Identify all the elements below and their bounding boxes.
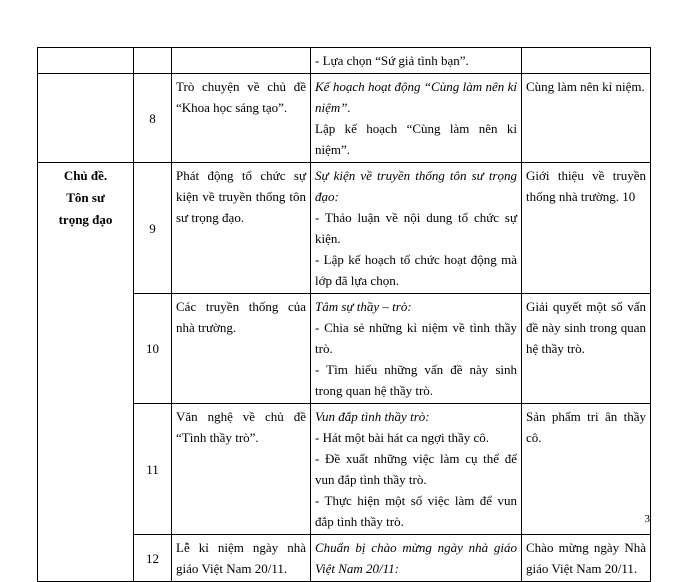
expected-result: Chào mừng ngày Nhà giáo Việt Nam 20/11. [522, 535, 651, 582]
week-number: 11 [134, 404, 172, 535]
activity-content [311, 404, 522, 535]
topic-cell [38, 163, 134, 582]
activity-content [311, 74, 522, 163]
week-number [134, 48, 172, 74]
expected-result: Giới thiệu về truyền thống nhà trường. 10 [522, 163, 651, 294]
page-number: 3 [644, 513, 650, 525]
content-line: - Tìm hiểu những vấn đề này sinh trong quan hệ thầy trò. [315, 362, 517, 398]
activity-name: Phát động tổ chức sự kiện về truyền thống tôn sư trọng đạo. [172, 163, 311, 294]
content-line: - Hát một bài hát ca ngợi thầy cô. [315, 430, 490, 445]
week-number: 10 [134, 294, 172, 404]
activity-name [172, 48, 311, 74]
week-number: 8 [134, 74, 172, 163]
activity-content [311, 535, 522, 582]
table-row [38, 74, 651, 163]
topic-title-line: Chủ đề. [63, 168, 108, 183]
content-heading: Sự kiện về truyền thống tôn sư trọng đạo: [315, 168, 517, 204]
content-line: - Thực hiện một số việc làm để vun đắp tình thầy trò. [315, 493, 517, 529]
content-line: - Chia sẻ những kỉ niệm về tình thầy trò. [315, 320, 517, 356]
week-number: 12 [134, 535, 172, 582]
topic-title-line: Tôn sư [66, 190, 105, 205]
topic-cell-empty [38, 48, 134, 74]
content-line: - Thảo luận về nội dung tổ chức sự kiện. [315, 210, 517, 246]
content-heading: Kế hoạch hoạt động “Cùng làm nên kỉ niệm”. [315, 79, 517, 115]
activity-name: Văn nghệ về chủ đề “Tình thầy trò”. [172, 404, 311, 535]
activity-content [311, 48, 522, 74]
content-line: - Lựa chọn “Sứ giả tình bạn”. [315, 53, 469, 68]
activity-name: Trò chuyện về chủ đề “Khoa học sáng tạo”. [172, 74, 311, 163]
topic-title-line: trọng đạo [58, 212, 113, 227]
content-line: Lập kế hoạch “Cùng làm nên kỉ niệm”. [315, 121, 517, 157]
activity-plan-table [37, 47, 651, 582]
expected-result: Giải quyết một số vấn đề này sinh trong quan hệ thầy trò. [522, 294, 651, 404]
content-heading: Chuẩn bị chào mừng ngày nhà giáo Việt Nam 20/11: [315, 540, 517, 576]
expected-result [522, 48, 651, 74]
topic-cell-empty [38, 74, 134, 163]
week-number: 9 [134, 163, 172, 294]
content-heading: Tâm sự thầy – trò: [315, 299, 412, 314]
content-line: - Đề xuất những việc làm cụ thể để vun đắp tình thầy trò. [315, 451, 517, 487]
table-row [38, 48, 651, 74]
activity-name: Các truyền thống của nhà trường. [172, 294, 311, 404]
activity-content [311, 163, 522, 294]
table-row [38, 163, 651, 294]
activity-content [311, 294, 522, 404]
content-line: - Lập kế hoạch tổ chức hoạt động mà lớp đã lựa chọn. [315, 252, 517, 288]
content-heading: Vun đắp tình thầy trò: [315, 409, 430, 424]
expected-result: Sản phẩm tri ân thầy cô. [522, 404, 651, 535]
activity-name: Lễ kỉ niệm ngày nhà giáo Việt Nam 20/11. [172, 535, 311, 582]
expected-result: Cùng làm nên kỉ niệm. [522, 74, 651, 163]
